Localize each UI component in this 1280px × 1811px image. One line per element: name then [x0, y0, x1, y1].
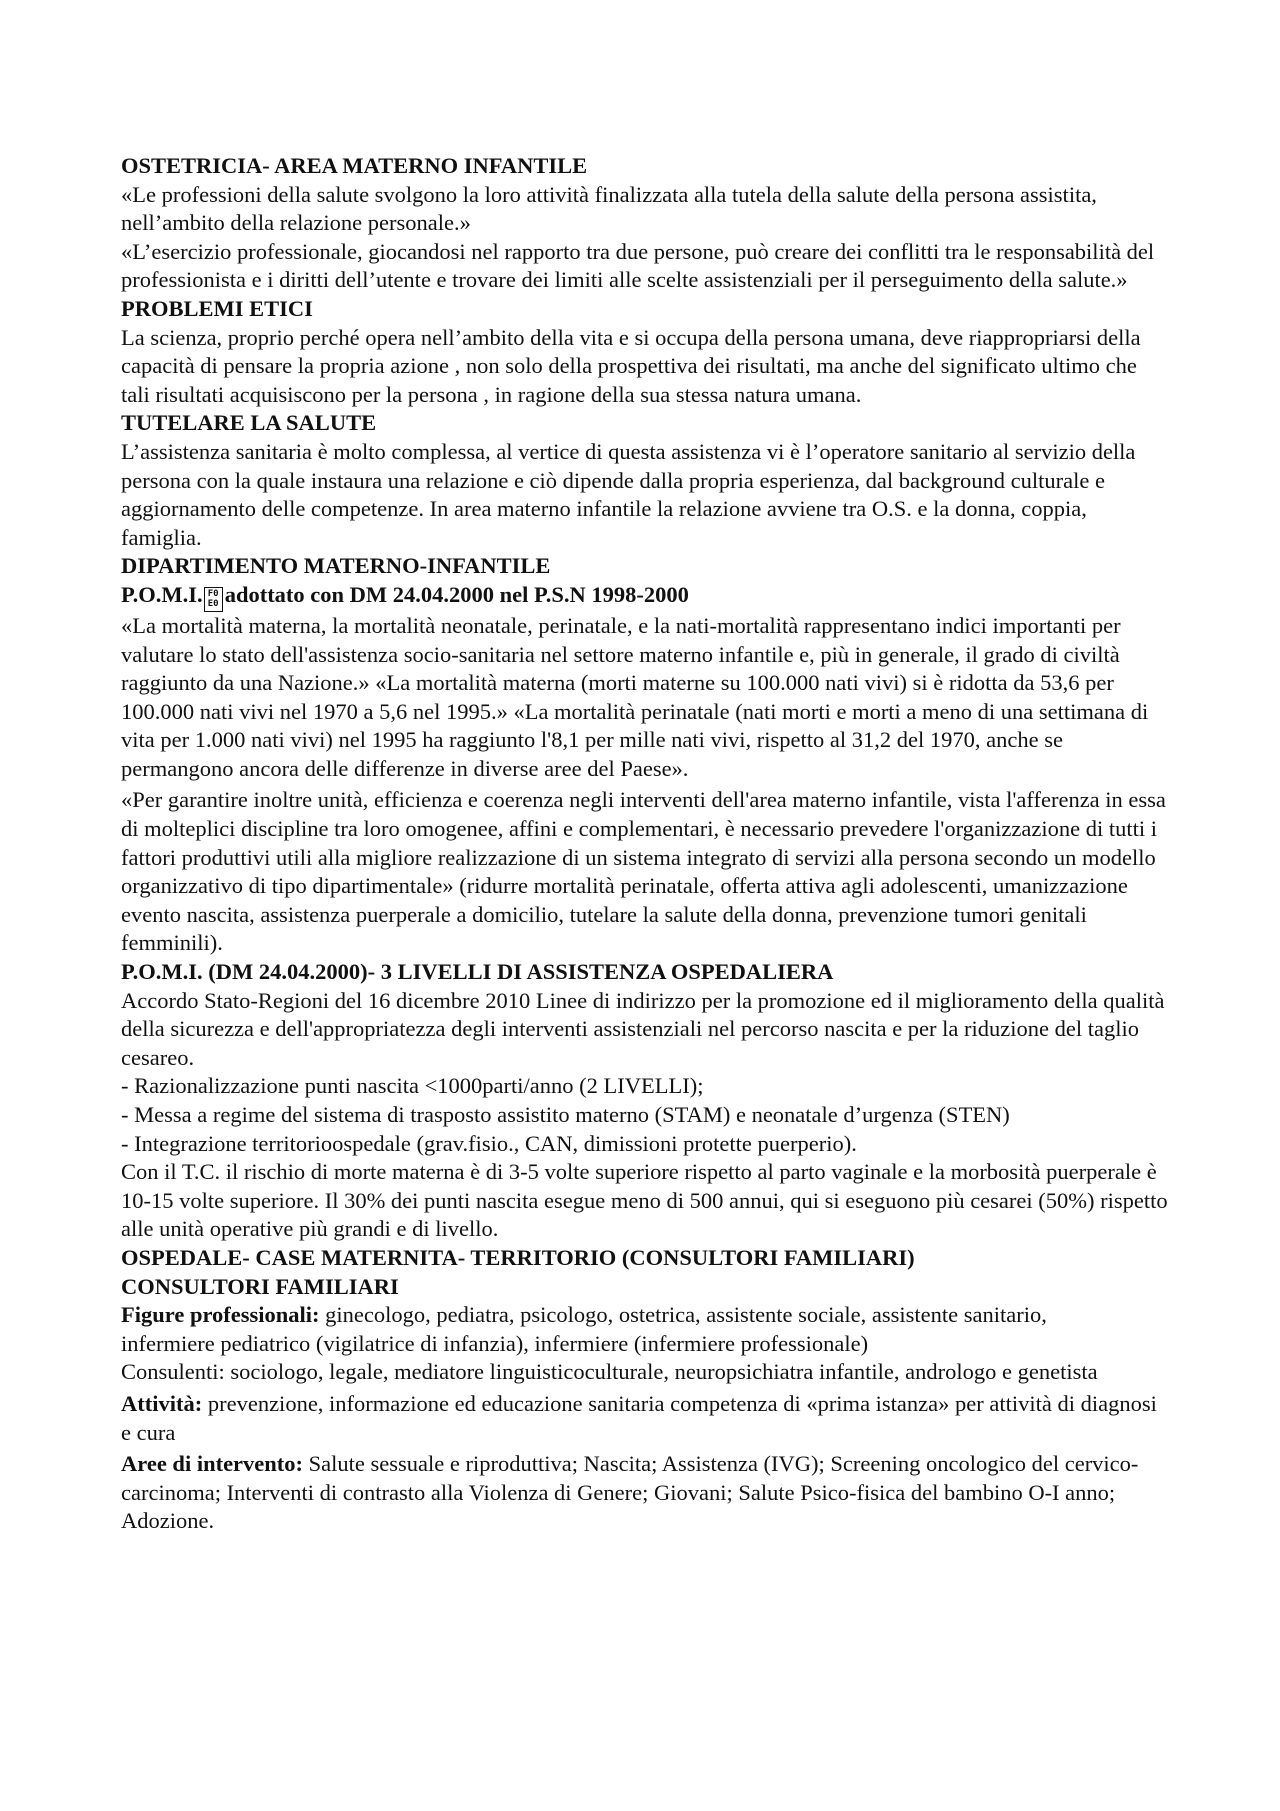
- paragraph-figure-professionali-cont: infermiere pediatrico (vigilatrice di infanzia), infermiere (infermiere professionale): [121, 1330, 869, 1356]
- pomi-suffix: adottato con DM 24.04.2000 nel P.S.N 1998-2000: [224, 581, 689, 607]
- paragraph-figure-professionali: Figure professionali: ginecologo, pediatra, psicologo, ostetrica, assistente sociale, assistente sanitario,: [121, 1302, 1047, 1328]
- document-page: [121, 152, 1171, 1536]
- paragraph-aree-intervento: Aree di intervento: Salute sessuale e riproduttiva; Nascita; Assistenza (IVG); Screening oncologico del cervico-carcinoma; Interventi di contrasto alla Violenza di Genere; Giovani; Salute Psico-fisica del bambino O-I anno; Adozione.: [121, 1451, 1139, 1534]
- heading-problemi-etici: PROBLEMI ETICI: [121, 295, 313, 321]
- label-figure-professionali: Figure professionali:: [121, 1302, 320, 1328]
- paragraph-consulenti: Consulenti: sociologo, legale, mediatore linguisticoculturale, neuropsichiatra infantile, andrologo e genetista: [121, 1359, 1098, 1385]
- paragraph-tutelare-salute: L’assistenza sanitaria è molto complessa, al vertice di questa assistenza vi è l’operatore sanitario al servizio della persona con la quale instaura una relazione e ciò dipende dalla propria esperienza, dal background culturale e aggiornamento delle competenze. In area materno infantile la relazione avviene tra O.S. e la donna, coppia, famiglia.: [121, 438, 1136, 550]
- paragraph-garantire: «Per garantire inoltre unità, efficienza e coerenza negli interventi dell'area materno infantile, vista l'afferenza in essa di molteplici discipline tra loro omogenee, affini e complementari, è necessario prevedere l'organizzazione di tutti i fattori produttivi utili alla migliore realizzazione di un sistema integrato di servizi alla persona secondo un modello organizzativo di tipo dipartimentale» (ridurre mortalità perinatale, offerta attiva agli adolescenti, umanizzazione evento nascita, assistenza puerperale a domicilio, tutelare la salute della donna, prevenzione tumori genitali femminili).: [121, 787, 1166, 956]
- heading-pomi: [121, 581, 1171, 612]
- heading-ospedale: OSPEDALE- CASE MATERNITA- TERRITORIO (CONSULTORI FAMILIARI): [121, 1244, 915, 1270]
- paragraph-accordo: Accordo Stato-Regioni del 16 dicembre 2010 Linee di indirizzo per la promozione ed il miglioramento della qualità della sicurezza e dell'appropriatezza degli interventi assistenziali nel percorso nascita e per la riduzione del taglio cesareo.: [121, 987, 1165, 1070]
- heading-consultori: CONSULTORI FAMILIARI: [121, 1273, 399, 1299]
- paragraph-problemi-etici: La scienza, proprio perché opera nell’ambito della vita e si occupa della persona umana, deve riappropriarsi della capacità di pensare la propria azione , non solo della prospettiva dei risultati, ma anche del significato ultimo che tali risultati acquisiscono per la persona , in ragione della sua stessa natura umana.: [121, 324, 1141, 407]
- list-item: - Messa a regime del sistema di trasposto assistito materno (STAM) e neonatale d’urgenza (STEN): [121, 1102, 1010, 1127]
- paragraph-taglio-cesareo: Con il T.C. il rischio di morte materna è di 3-5 volte superiore rispetto al parto vaginale e la morbosità puerperale è 10-15 volte superiore. Il 30% dei punti nascita esegue meno di 500 annui, qui si eseguono più cesarei (50%) rispetto alle unità operative più grandi e di livello.: [121, 1159, 1168, 1242]
- heading-dipartimento: DIPARTIMENTO MATERNO-INFANTILE: [121, 553, 551, 579]
- list-item: - Razionalizzazione punti nascita <1000parti/anno (2 LIVELLI);: [121, 1073, 704, 1099]
- heading-livelli-assistenza: P.O.M.I. (DM 24.04.2000)- 3 LIVELLI DI ASSISTENZA OSPEDALIERA: [121, 959, 834, 985]
- label-aree-intervento: Aree di intervento:: [121, 1451, 304, 1477]
- quote-professioni: «Le professioni della salute svolgono la loro attività finalizzata alla tutela della salute della persona assistita, nell’ambito della relazione personale.»: [121, 181, 1097, 236]
- quote-esercizio: «L’esercizio professionale, giocandosi nel rapporto tra due persone, può creare dei conflitti tra le responsabilità del professionista e i diritti dell’utente e trovare dei limiti alle scelte assistenziali per il perseguimento della salute.»: [121, 238, 1155, 293]
- pomi-prefix: P.O.M.I.: [121, 581, 203, 607]
- paragraph-mortalita: «La mortalità materna, la mortalità neonatale, perinatale, e la nati-mortalità rappresentano indici importanti per valutare lo stato dell'assistenza socio-sanitaria nel settore materno infantile e, più in generale, il grado di civiltà raggiunto da una Nazione.» «La mortalità materna (morti materne su 100.000 nati vivi) si è ridotta da 53,6 per 100.000 nati vivi nel 1970 a 5,6 nel 1995.» «La mortalità perinatale (nati morti e morti a meno di una settimana di vita per 1.000 nati vivi) nel 1995 ha raggiunto l'8,1 per mille nati vivi, rispetto al 31,2 del 1970, anche se permangono ancora delle differenze in diverse aree del Paese».: [121, 612, 1149, 781]
- list-item: - Integrazione territorioospedale (grav.fisio., CAN, dimissioni protette puerperio).: [121, 1130, 857, 1156]
- document-title: OSTETRICIA- AREA MATERNO INFANTILE: [121, 153, 588, 178]
- missing-glyph-icon: F0 E0: [204, 587, 223, 612]
- paragraph-attivita: Attività: prevenzione, informazione ed educazione sanitaria competenza di «prima istanza» per attività di diagnosi e cura: [121, 1390, 1157, 1445]
- label-attivita: Attività:: [121, 1390, 203, 1416]
- heading-tutelare-salute: TUTELARE LA SALUTE: [121, 410, 377, 436]
